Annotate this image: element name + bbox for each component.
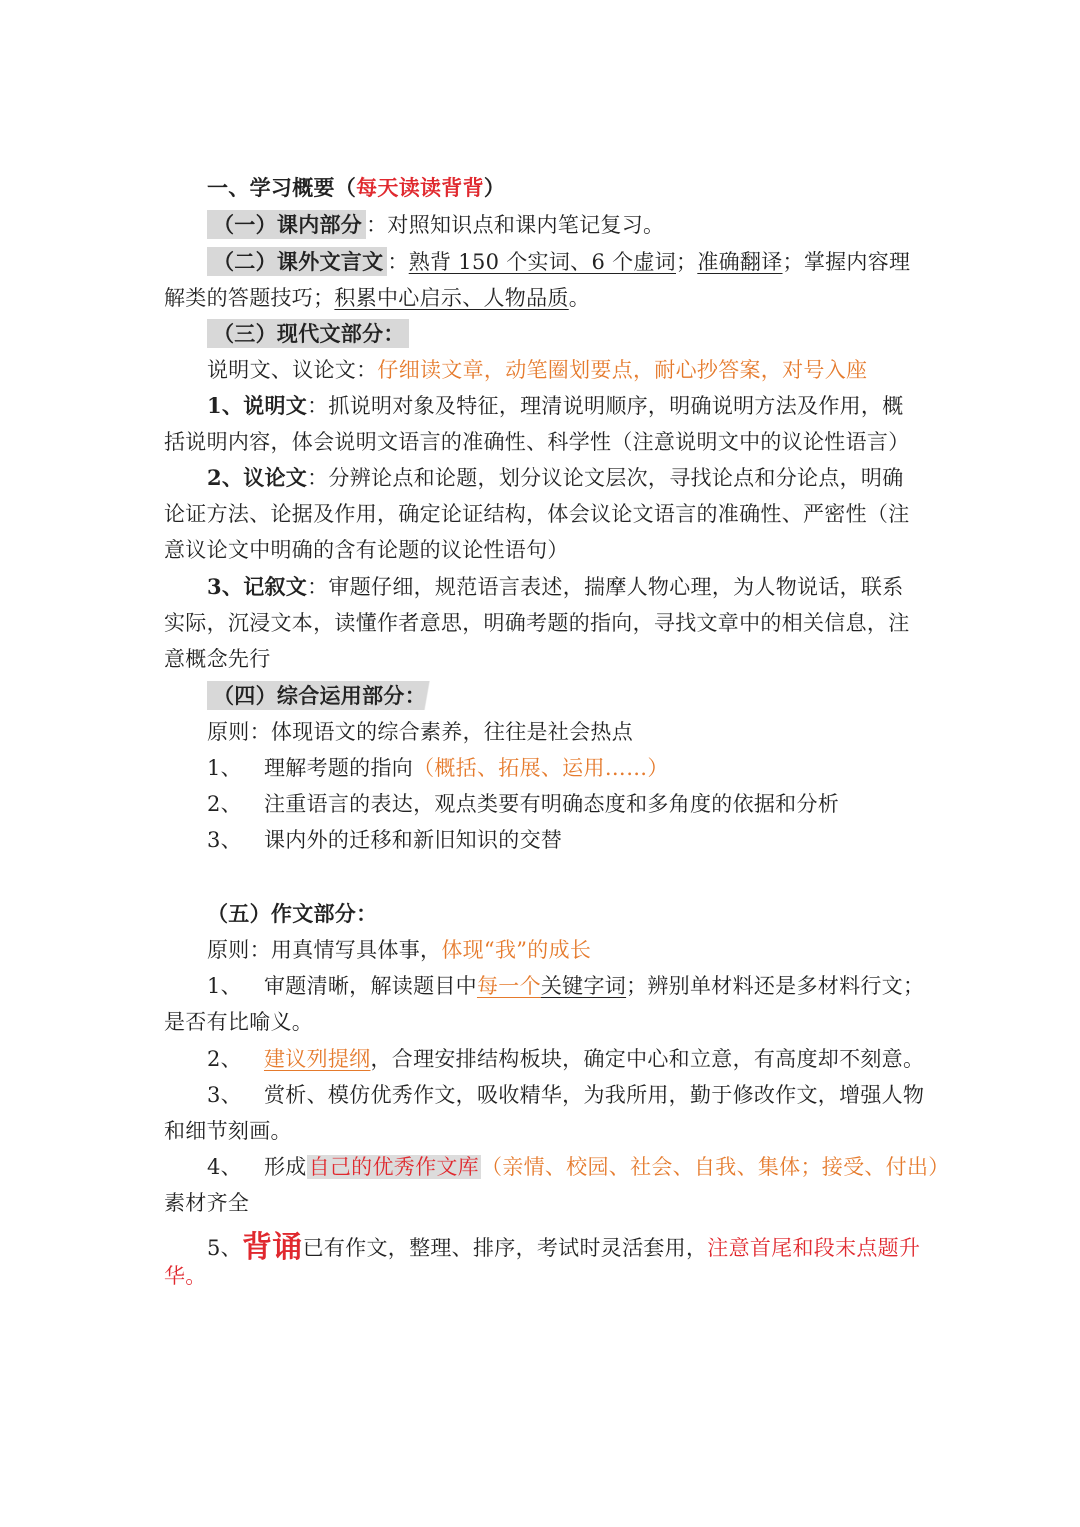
s5-item3-text1: 赏析、模仿优秀作文，吸收精华，为我所用，勤于修改作文，增强人物 <box>263 1083 925 1107</box>
s4-item1-tip: （概括、拓展、运用……） <box>413 756 669 780</box>
s4-title: （四）综合运用部分： <box>207 681 460 710</box>
s5-item1-underline-1: 每一个 <box>476 974 541 998</box>
s5-principle <box>207 935 591 965</box>
s4-item2 <box>207 789 839 819</box>
s3-item2-text1: ：分辨论点和论题，划分议论文层次，寻找论点和分论点，明确 <box>307 466 904 490</box>
s3-intro <box>207 355 867 385</box>
s3-item1-label: 1、说明文 <box>207 393 308 418</box>
section-heading <box>207 173 505 203</box>
s3-title: （三）现代文部分： <box>207 319 409 348</box>
s3-item2-line1 <box>207 463 904 493</box>
s2-colon: ： <box>387 250 409 274</box>
s5-item5-tip: 注意首尾和段末点题升 <box>707 1236 921 1260</box>
s3-item3-line1 <box>207 572 904 602</box>
s4-item3 <box>207 825 562 855</box>
s4-principle: 原则：体现语文的综合素养，往往是社会热点 <box>207 720 633 744</box>
s5-item5-big: 背诵 <box>241 1230 303 1265</box>
s5-principle-tip: 体现“我”的成长 <box>441 938 592 962</box>
s3-item3-line3: 意概念先行 <box>164 647 271 671</box>
s5-item3-line1 <box>207 1080 924 1110</box>
s5-item3-line2: 和细节刻画。 <box>164 1119 292 1143</box>
s4-item1 <box>207 753 669 783</box>
s3-title-line <box>207 319 409 349</box>
s2-line-1 <box>207 247 910 277</box>
s3-intro-tip: 仔细读文章，动笔圈划要点，耐心抄答案，对号入座 <box>377 358 868 382</box>
s2-sep1: ； <box>676 250 698 274</box>
s2-underline-1: 熟背 150 个实词、6 个虚词 <box>408 250 676 274</box>
s5-principle-label: 原则：用真情写具体事， <box>207 938 442 962</box>
s3-item1-line1 <box>207 391 904 421</box>
s5-item5-text: 已有作文，整理、排序，考试时灵活套用， <box>302 1236 708 1260</box>
s5-item4-highlight: 自己的优秀作文库 <box>308 1155 479 1179</box>
s5-title: （五）作文部分： <box>207 901 378 926</box>
s1-title: （一）课内部分 <box>207 210 366 239</box>
s3-item1-text1: ：抓说明对象及特征，理清说明顺序，明确说明方法及作用，概 <box>307 394 904 418</box>
s5-item4-line2: 素材齐全 <box>164 1191 250 1215</box>
s5-item5-line1 <box>207 1230 921 1265</box>
heading-accent: 每天读读背背 <box>356 175 484 200</box>
s3-item3-text1: ：审题仔细，规范语言表述，揣摩人物心理，为人物说话，联系 <box>307 575 904 599</box>
s2-text-2: 解类的答题技巧； <box>164 286 335 310</box>
s5-item1-num: 1、 <box>207 974 242 998</box>
s3-item2-label: 2、议论文 <box>207 465 308 490</box>
s4-item1-num: 1、 <box>207 756 242 780</box>
s5-item4-num: 4、 <box>207 1155 242 1179</box>
s1-text: ：对照知识点和课内笔记复习。 <box>366 213 665 237</box>
s5-item5-line2: 华。 <box>164 1264 207 1288</box>
s5-item1-rest: ；辨别单材料还是多材料行文； <box>626 974 925 998</box>
s4-item2-text: 注重语言的表达，观点类要有明确态度和多角度的依据和分析 <box>263 792 840 816</box>
s4-item1-text: 理解考题的指向 <box>263 756 414 780</box>
s5-item2-num: 2、 <box>207 1047 242 1071</box>
s5-item3-num: 3、 <box>207 1083 242 1107</box>
s2-text-1: ；掌握内容理 <box>782 250 911 274</box>
s5-item1-line1 <box>207 971 924 1001</box>
s4-item3-num: 3、 <box>207 828 242 852</box>
s3-item2-line3: 意议论文中明确的含有论题的议论性语句） <box>164 538 569 562</box>
s2-title: （二）课外文言文 <box>207 247 387 276</box>
s5-item5-num: 5、 <box>207 1236 242 1260</box>
s3-item3-label: 3、记叙文 <box>207 574 308 599</box>
s3-item3-line2: 实际，沉浸文本，读懂作者意思，明确考题的指向，寻找文章中的相关信息，注 <box>164 611 910 635</box>
s5-item2-tip: 建议列提纲 <box>263 1047 371 1071</box>
s2-underline-3: 积累中心启示、人物品质 <box>334 286 569 310</box>
s5-item4-text: 形成 <box>263 1155 307 1179</box>
s5-item2 <box>207 1044 924 1074</box>
s4-item2-num: 2、 <box>207 792 242 816</box>
s5-item1-text: 审题清晰，解读题目中 <box>263 974 477 998</box>
s4-title-line <box>207 681 460 711</box>
s5-item2-text: ，合理安排结构板块，确定中心和立意，有高度却不刻意。 <box>370 1047 925 1071</box>
s5-item1-line2: 是否有比喻义。 <box>164 1010 314 1034</box>
s3-intro-label: 说明文、议论文： <box>207 358 378 382</box>
s4-item3-text: 课内外的迁移和新旧知识的交替 <box>263 828 563 852</box>
s3-item2-line2: 论证方法、论据及作用，确定论证结构，体会议论文语言的准确性、严密性（注 <box>164 502 910 526</box>
s2-text-3: 。 <box>568 286 591 310</box>
s3-item1-line2: 括说明内容，体会说明文语言的准确性、科学性（注意说明文中的议论性语言） <box>164 430 910 454</box>
s2-line-2 <box>164 283 590 313</box>
s5-item1-underline-2: 关键字词 <box>540 974 627 998</box>
heading-suffix: ） <box>483 175 506 200</box>
heading-prefix: 一、学习概要（ <box>207 175 357 200</box>
s5-item4-tip: （亲情、校园、社会、自我、集体；接受、付出） <box>480 1155 950 1179</box>
s1-line <box>207 210 664 240</box>
s2-underline-2: 准确翻译 <box>697 250 783 274</box>
s5-item4-line1 <box>207 1152 950 1182</box>
